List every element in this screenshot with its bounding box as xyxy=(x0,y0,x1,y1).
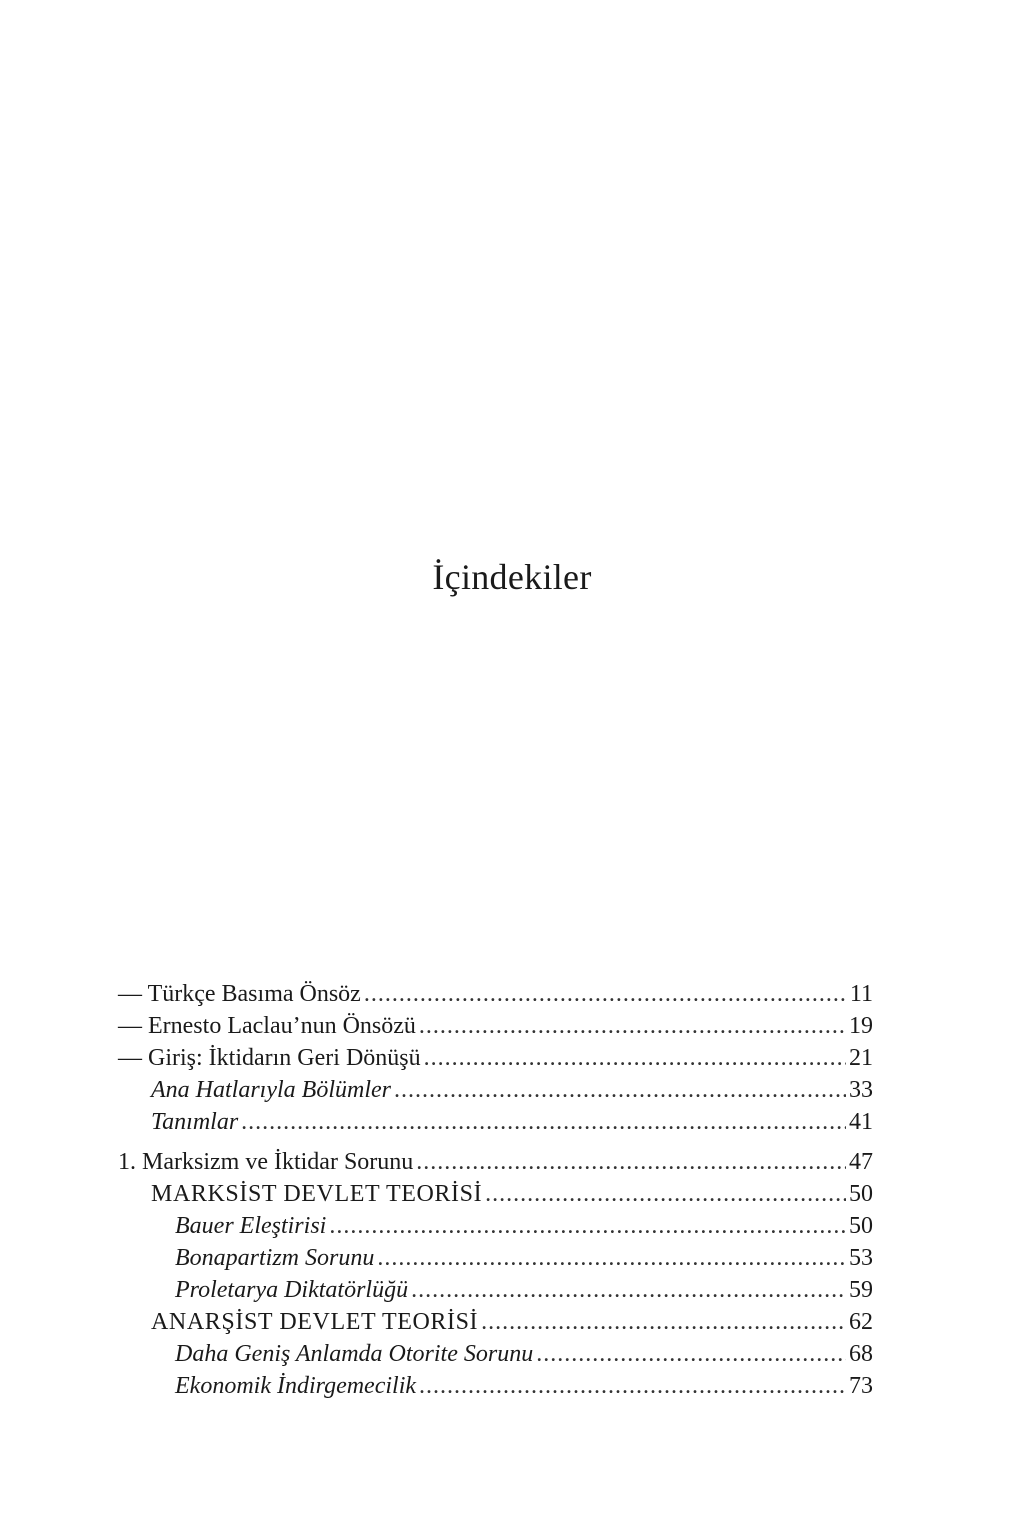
dot-leader xyxy=(419,1370,846,1402)
toc-entry xyxy=(118,1146,873,1178)
toc-entry-page: 11 xyxy=(849,981,873,1007)
toc-entry xyxy=(118,1010,873,1042)
toc-entry-title: Proletarya Diktatörlüğü xyxy=(175,1277,409,1303)
toc-entry xyxy=(118,1074,873,1106)
toc-entry-page: 53 xyxy=(849,1245,873,1271)
dot-leader xyxy=(481,1306,846,1338)
toc-entry-page: 68 xyxy=(849,1341,873,1367)
toc-entry xyxy=(118,1210,873,1242)
toc-entry xyxy=(118,1274,873,1306)
toc-entry xyxy=(118,1042,873,1074)
dot-leader xyxy=(241,1106,846,1138)
toc-entry-page: 47 xyxy=(849,1149,873,1175)
toc-entry-page: 33 xyxy=(849,1077,873,1103)
toc-entry xyxy=(118,1370,873,1402)
dot-leader xyxy=(416,1146,846,1178)
toc-entry xyxy=(118,1242,873,1274)
toc-entry-title: — Ernesto Laclau’nun Önsözü xyxy=(118,1013,416,1039)
page-title: İçindekiler xyxy=(432,557,592,597)
toc-entry-page: 73 xyxy=(849,1373,873,1399)
toc-entry-title: — Giriş: İktidarın Geri Dönüşü xyxy=(118,1045,421,1071)
table-of-contents xyxy=(118,978,873,1402)
toc-entry-title: Daha Geniş Anlamda Otorite Sorunu xyxy=(175,1341,534,1367)
dot-leader xyxy=(424,1042,846,1074)
toc-entry-page: 21 xyxy=(849,1045,873,1071)
dot-leader xyxy=(364,978,847,1010)
toc-entry-page: 59 xyxy=(849,1277,873,1303)
dot-leader xyxy=(485,1178,846,1210)
toc-entry-title: Tanımlar xyxy=(151,1109,239,1135)
toc-entry-title: 1. Marksizm ve İktidar Sorunu xyxy=(118,1149,414,1175)
toc-entry-title: Bauer Eleştirisi xyxy=(175,1213,327,1239)
dot-leader xyxy=(411,1274,846,1306)
toc-entry-title: MARKSİST DEVLET TEORİSİ xyxy=(151,1181,483,1207)
toc-entry-page: 50 xyxy=(849,1213,873,1239)
toc-entry xyxy=(118,1306,873,1338)
dot-leader xyxy=(394,1074,846,1106)
dot-leader xyxy=(329,1210,846,1242)
toc-entry-title: Ekonomik İndirgemecilik xyxy=(175,1373,417,1399)
dot-leader xyxy=(419,1010,846,1042)
toc-entry-title: Bonapartizm Sorunu xyxy=(175,1245,375,1271)
toc-entry xyxy=(118,1178,873,1210)
toc-entry xyxy=(118,978,873,1010)
toc-entry-title: ANARŞİST DEVLET TEORİSİ xyxy=(151,1309,479,1335)
toc-entry-page: 62 xyxy=(849,1309,873,1335)
toc-entry-title: Ana Hatlarıyla Bölümler xyxy=(151,1077,391,1103)
toc-entry xyxy=(118,1106,873,1138)
dot-leader xyxy=(377,1242,846,1274)
toc-entry xyxy=(118,1338,873,1370)
toc-entry-page: 41 xyxy=(849,1109,873,1135)
dot-leader xyxy=(536,1338,846,1370)
toc-entry-page: 19 xyxy=(849,1013,873,1039)
toc-entry-page: 50 xyxy=(849,1181,873,1207)
toc-entry-title: — Türkçe Basıma Önsöz xyxy=(118,981,361,1007)
